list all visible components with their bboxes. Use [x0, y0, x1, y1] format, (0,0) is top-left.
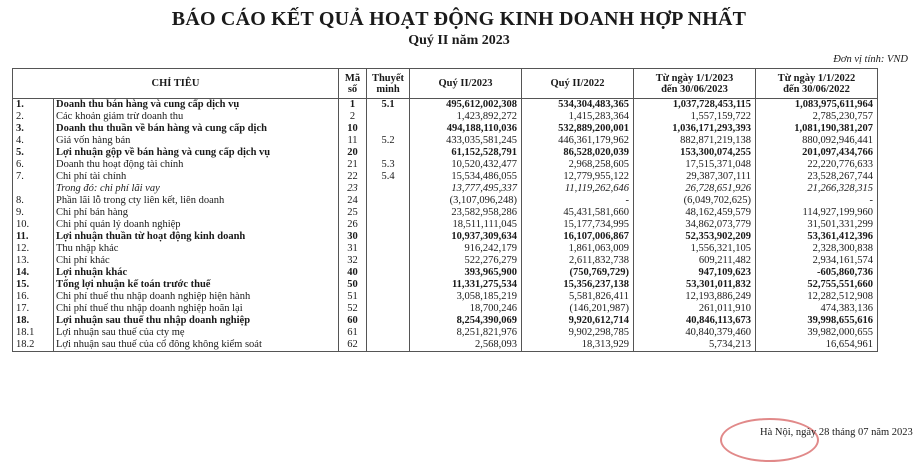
cell-stt: 2.	[13, 111, 54, 123]
cell-ytd-2022: 880,092,946,441	[756, 135, 878, 147]
cell-ytd-2023: 17,515,371,048	[634, 159, 756, 171]
cell-code: 2	[339, 111, 367, 123]
cell-q2-2022: 16,107,006,867	[522, 231, 634, 243]
cell-ytd-2023: 12,193,886,249	[634, 291, 756, 303]
header-ytd-2023-line1: Từ ngày 1/1/2023	[655, 72, 734, 84]
cell-name: Trong đó: chi phí lãi vay	[54, 183, 339, 195]
cell-note: 5.1	[367, 99, 410, 112]
table-row	[13, 99, 878, 112]
cell-code: 62	[339, 339, 367, 352]
cell-q2-2023: 3,058,185,219	[410, 291, 522, 303]
cell-ytd-2022: -	[756, 195, 878, 207]
cell-ytd-2023: 5,734,213	[634, 339, 756, 352]
header-ma-so: Mã số	[339, 69, 367, 99]
cell-stt: 10.	[13, 219, 54, 231]
cell-ytd-2023: 1,556,321,105	[634, 243, 756, 255]
report-subtitle: Quý II năm 2023	[408, 33, 510, 48]
cell-ytd-2023: 40,846,113,673	[634, 315, 756, 327]
cell-q2-2022: 5,581,826,411	[522, 291, 634, 303]
cell-q2-2023: 61,152,528,791	[410, 147, 522, 159]
table-row	[13, 291, 878, 303]
cell-q2-2022: 2,968,258,605	[522, 159, 634, 171]
cell-q2-2022: 9,902,298,785	[522, 327, 634, 339]
cell-note	[367, 207, 410, 219]
table-row	[13, 171, 878, 183]
table-row	[13, 147, 878, 159]
cell-note	[367, 291, 410, 303]
cell-code: 31	[339, 243, 367, 255]
header-q2-2022: Quý II/2022	[522, 69, 634, 99]
table-row	[13, 231, 878, 243]
cell-q2-2023: 8,251,821,976	[410, 327, 522, 339]
cell-ytd-2022: 52,755,551,660	[756, 279, 878, 291]
table-row	[13, 303, 878, 315]
cell-code: 23	[339, 183, 367, 195]
table-row	[13, 267, 878, 279]
cell-ytd-2023: 29,387,307,111	[634, 171, 756, 183]
cell-q2-2023: 522,276,279	[410, 255, 522, 267]
cell-name: Lợi nhuận thuần từ hoạt động kinh doanh	[54, 231, 339, 243]
cell-ytd-2023: 947,109,623	[634, 267, 756, 279]
cell-note: 5.4	[367, 171, 410, 183]
cell-ytd-2022: 1,083,975,611,964	[756, 99, 878, 112]
cell-stt	[13, 183, 54, 195]
cell-note: 5.3	[367, 159, 410, 171]
header-ytd-2023	[634, 69, 756, 99]
cell-q2-2022: 1,861,063,009	[522, 243, 634, 255]
cell-q2-2023: 916,242,179	[410, 243, 522, 255]
cell-code: 10	[339, 123, 367, 135]
cell-name: Phần lãi lỗ trong cty liên kết, liên doanh	[54, 195, 339, 207]
cell-q2-2022: 2,611,832,738	[522, 255, 634, 267]
cell-code: 22	[339, 171, 367, 183]
cell-note	[367, 303, 410, 315]
cell-q2-2023: 23,582,958,286	[410, 207, 522, 219]
cell-q2-2023: 8,254,390,069	[410, 315, 522, 327]
header-chi-tieu: CHỈ TIÊU	[13, 69, 339, 99]
cell-name: Doanh thu hoạt động tài chính	[54, 159, 339, 171]
cell-note	[367, 111, 410, 123]
header-ytd-2023-line2: đến 30/06/2023	[661, 83, 728, 95]
table-row	[13, 135, 878, 147]
cell-note	[367, 267, 410, 279]
cell-name: Chi phí bán hàng	[54, 207, 339, 219]
cell-ytd-2023: 53,301,011,832	[634, 279, 756, 291]
cell-q2-2022: 18,313,929	[522, 339, 634, 352]
cell-ytd-2022: 2,328,300,838	[756, 243, 878, 255]
cell-ytd-2022: 31,501,331,299	[756, 219, 878, 231]
cell-q2-2022: 12,779,955,122	[522, 171, 634, 183]
table-row	[13, 339, 878, 352]
cell-name: Lợi nhuận gộp về bán hàng và cung cấp dịch vụ	[54, 147, 339, 159]
cell-note	[367, 147, 410, 159]
cell-name: Chi phí thuế thu nhập doanh nghiệp hoãn lại	[54, 303, 339, 315]
header-ytd-2022-line1: Từ ngày 1/1/2022	[777, 72, 856, 84]
cell-ytd-2023: 1,557,159,722	[634, 111, 756, 123]
cell-code: 11	[339, 135, 367, 147]
cell-note	[367, 219, 410, 231]
cell-note	[367, 255, 410, 267]
table-row	[13, 219, 878, 231]
cell-ytd-2022: 53,361,412,396	[756, 231, 878, 243]
cell-ytd-2022: 201,097,434,766	[756, 147, 878, 159]
cell-stt: 13.	[13, 255, 54, 267]
cell-stt: 14.	[13, 267, 54, 279]
cell-stt: 12.	[13, 243, 54, 255]
cell-q2-2023: 10,937,309,634	[410, 231, 522, 243]
cell-q2-2022: 534,304,483,365	[522, 99, 634, 112]
cell-code: 1	[339, 99, 367, 112]
cell-ytd-2023: 26,728,651,926	[634, 183, 756, 195]
cell-q2-2022: 15,356,237,138	[522, 279, 634, 291]
cell-code: 40	[339, 267, 367, 279]
cell-q2-2022: -	[522, 195, 634, 207]
cell-note	[367, 279, 410, 291]
table-row	[13, 111, 878, 123]
cell-ytd-2022: 39,998,655,616	[756, 315, 878, 327]
cell-q2-2022: 45,431,581,660	[522, 207, 634, 219]
cell-q2-2022: 15,177,734,995	[522, 219, 634, 231]
cell-stt: 18.1	[13, 327, 54, 339]
cell-code: 30	[339, 231, 367, 243]
cell-q2-2022: (146,201,987)	[522, 303, 634, 315]
report-title: BÁO CÁO KẾT QUẢ HOẠT ĐỘNG KINH DOANH HỢP NHẤT	[171, 8, 747, 30]
cell-ytd-2022: 114,927,199,960	[756, 207, 878, 219]
cell-code: 26	[339, 219, 367, 231]
cell-ytd-2023: 882,871,219,138	[634, 135, 756, 147]
cell-stt: 4.	[13, 135, 54, 147]
cell-q2-2023: 15,534,486,055	[410, 171, 522, 183]
cell-ytd-2022: 474,383,136	[756, 303, 878, 315]
cell-name: Lợi nhuận khác	[54, 267, 339, 279]
income-statement-table	[12, 68, 878, 352]
table-row	[13, 207, 878, 219]
cell-q2-2023: (3,107,096,248)	[410, 195, 522, 207]
cell-stt: 8.	[13, 195, 54, 207]
cell-name: Doanh thu bán hàng và cung cấp dịch vụ	[54, 99, 339, 112]
cell-q2-2022: 86,528,020,039	[522, 147, 634, 159]
cell-name: Doanh thu thuần về bán hàng và cung cấp dịch	[54, 123, 339, 135]
cell-name: Lợi nhuận sau thuế của cty mẹ	[54, 327, 339, 339]
cell-ytd-2023: 34,862,073,779	[634, 219, 756, 231]
cell-ytd-2023: 153,300,074,255	[634, 147, 756, 159]
cell-ytd-2023: 40,840,379,460	[634, 327, 756, 339]
cell-name: Chi phí quản lý doanh nghiệp	[54, 219, 339, 231]
cell-ytd-2023: 52,353,902,209	[634, 231, 756, 243]
cell-code: 52	[339, 303, 367, 315]
cell-q2-2023: 11,331,275,534	[410, 279, 522, 291]
cell-ytd-2023: (6,049,702,625)	[634, 195, 756, 207]
cell-q2-2022: 11,119,262,646	[522, 183, 634, 195]
cell-q2-2023: 18,700,246	[410, 303, 522, 315]
cell-code: 61	[339, 327, 367, 339]
cell-q2-2022: 532,889,200,001	[522, 123, 634, 135]
cell-code: 25	[339, 207, 367, 219]
cell-ytd-2023: 1,036,171,293,393	[634, 123, 756, 135]
cell-code: 32	[339, 255, 367, 267]
cell-stt: 17.	[13, 303, 54, 315]
cell-name: Giá vốn hàng bán	[54, 135, 339, 147]
cell-ytd-2023: 1,037,728,453,115	[634, 99, 756, 112]
cell-note	[367, 327, 410, 339]
cell-q2-2023: 433,035,581,245	[410, 135, 522, 147]
cell-q2-2023: 13,777,495,337	[410, 183, 522, 195]
cell-stt: 15.	[13, 279, 54, 291]
cell-name: Các khoản giảm trừ doanh thu	[54, 111, 339, 123]
cell-ytd-2022: 12,282,512,908	[756, 291, 878, 303]
cell-note: 5.2	[367, 135, 410, 147]
cell-name: Chi phí thuế thu nhập doanh nghiệp hiện hành	[54, 291, 339, 303]
cell-code: 51	[339, 291, 367, 303]
cell-q2-2022: 446,361,179,962	[522, 135, 634, 147]
table-row	[13, 195, 878, 207]
cell-code: 20	[339, 147, 367, 159]
cell-stt: 11.	[13, 231, 54, 243]
table-row	[13, 159, 878, 171]
cell-stt: 9.	[13, 207, 54, 219]
cell-stt: 5.	[13, 147, 54, 159]
cell-stt: 7.	[13, 171, 54, 183]
cell-ytd-2023: 609,211,482	[634, 255, 756, 267]
table-row	[13, 327, 878, 339]
cell-ytd-2022: -605,860,736	[756, 267, 878, 279]
cell-code: 50	[339, 279, 367, 291]
cell-name: Tổng lợi nhuận kế toán trước thuế	[54, 279, 339, 291]
table-row	[13, 279, 878, 291]
cell-code: 21	[339, 159, 367, 171]
cell-note	[367, 315, 410, 327]
cell-q2-2023: 495,612,002,308	[410, 99, 522, 112]
cell-q2-2023: 393,965,900	[410, 267, 522, 279]
cell-q2-2023: 10,520,432,477	[410, 159, 522, 171]
cell-ytd-2022: 23,528,267,744	[756, 171, 878, 183]
cell-ytd-2022: 16,654,961	[756, 339, 878, 352]
red-seal-stamp	[720, 418, 819, 462]
cell-stt: 16.	[13, 291, 54, 303]
cell-q2-2023: 2,568,093	[410, 339, 522, 352]
cell-stt: 6.	[13, 159, 54, 171]
cell-note	[367, 231, 410, 243]
cell-ytd-2022: 2,785,230,757	[756, 111, 878, 123]
currency-unit: Đơn vị tính: VND	[833, 54, 908, 65]
cell-ytd-2022: 39,982,000,655	[756, 327, 878, 339]
cell-ytd-2022: 22,220,776,633	[756, 159, 878, 171]
table-row	[13, 183, 878, 195]
header-thuyet-minh: Thuyết minh	[367, 69, 410, 99]
cell-name: Lợi nhuận sau thuế thu nhập doanh nghiệp	[54, 315, 339, 327]
cell-note	[367, 243, 410, 255]
cell-note	[367, 339, 410, 352]
table-row	[13, 255, 878, 267]
table-row	[13, 243, 878, 255]
table-row	[13, 123, 878, 135]
header-q2-2023: Quý II/2023	[410, 69, 522, 99]
header-ytd-2022	[756, 69, 878, 99]
cell-ytd-2023: 261,011,910	[634, 303, 756, 315]
cell-code: 60	[339, 315, 367, 327]
cell-name: Thu nhập khác	[54, 243, 339, 255]
cell-stt: 18.2	[13, 339, 54, 352]
cell-q2-2022: 1,415,283,364	[522, 111, 634, 123]
cell-q2-2022: 9,920,612,714	[522, 315, 634, 327]
cell-q2-2023: 494,188,110,036	[410, 123, 522, 135]
cell-stt: 1.	[13, 99, 54, 112]
cell-note	[367, 123, 410, 135]
cell-q2-2023: 1,423,892,272	[410, 111, 522, 123]
cell-ytd-2022: 2,934,161,574	[756, 255, 878, 267]
table-row	[13, 315, 878, 327]
cell-note	[367, 183, 410, 195]
cell-ytd-2022: 21,266,328,315	[756, 183, 878, 195]
cell-name: Chi phí tài chính	[54, 171, 339, 183]
signing-date: Hà Nội, ngày 28 tháng 07 năm 2023	[760, 427, 913, 438]
cell-stt: 3.	[13, 123, 54, 135]
cell-stt: 18.	[13, 315, 54, 327]
cell-q2-2023: 18,511,111,045	[410, 219, 522, 231]
cell-ytd-2023: 48,162,459,579	[634, 207, 756, 219]
cell-code: 24	[339, 195, 367, 207]
cell-name: Lợi nhuận sau thuế của cổ đông không kiểm soát	[54, 339, 339, 352]
header-ytd-2022-line2: đến 30/06/2022	[783, 83, 850, 95]
cell-q2-2022: (750,769,729)	[522, 267, 634, 279]
cell-note	[367, 195, 410, 207]
cell-ytd-2022: 1,081,190,381,207	[756, 123, 878, 135]
cell-name: Chi phí khác	[54, 255, 339, 267]
